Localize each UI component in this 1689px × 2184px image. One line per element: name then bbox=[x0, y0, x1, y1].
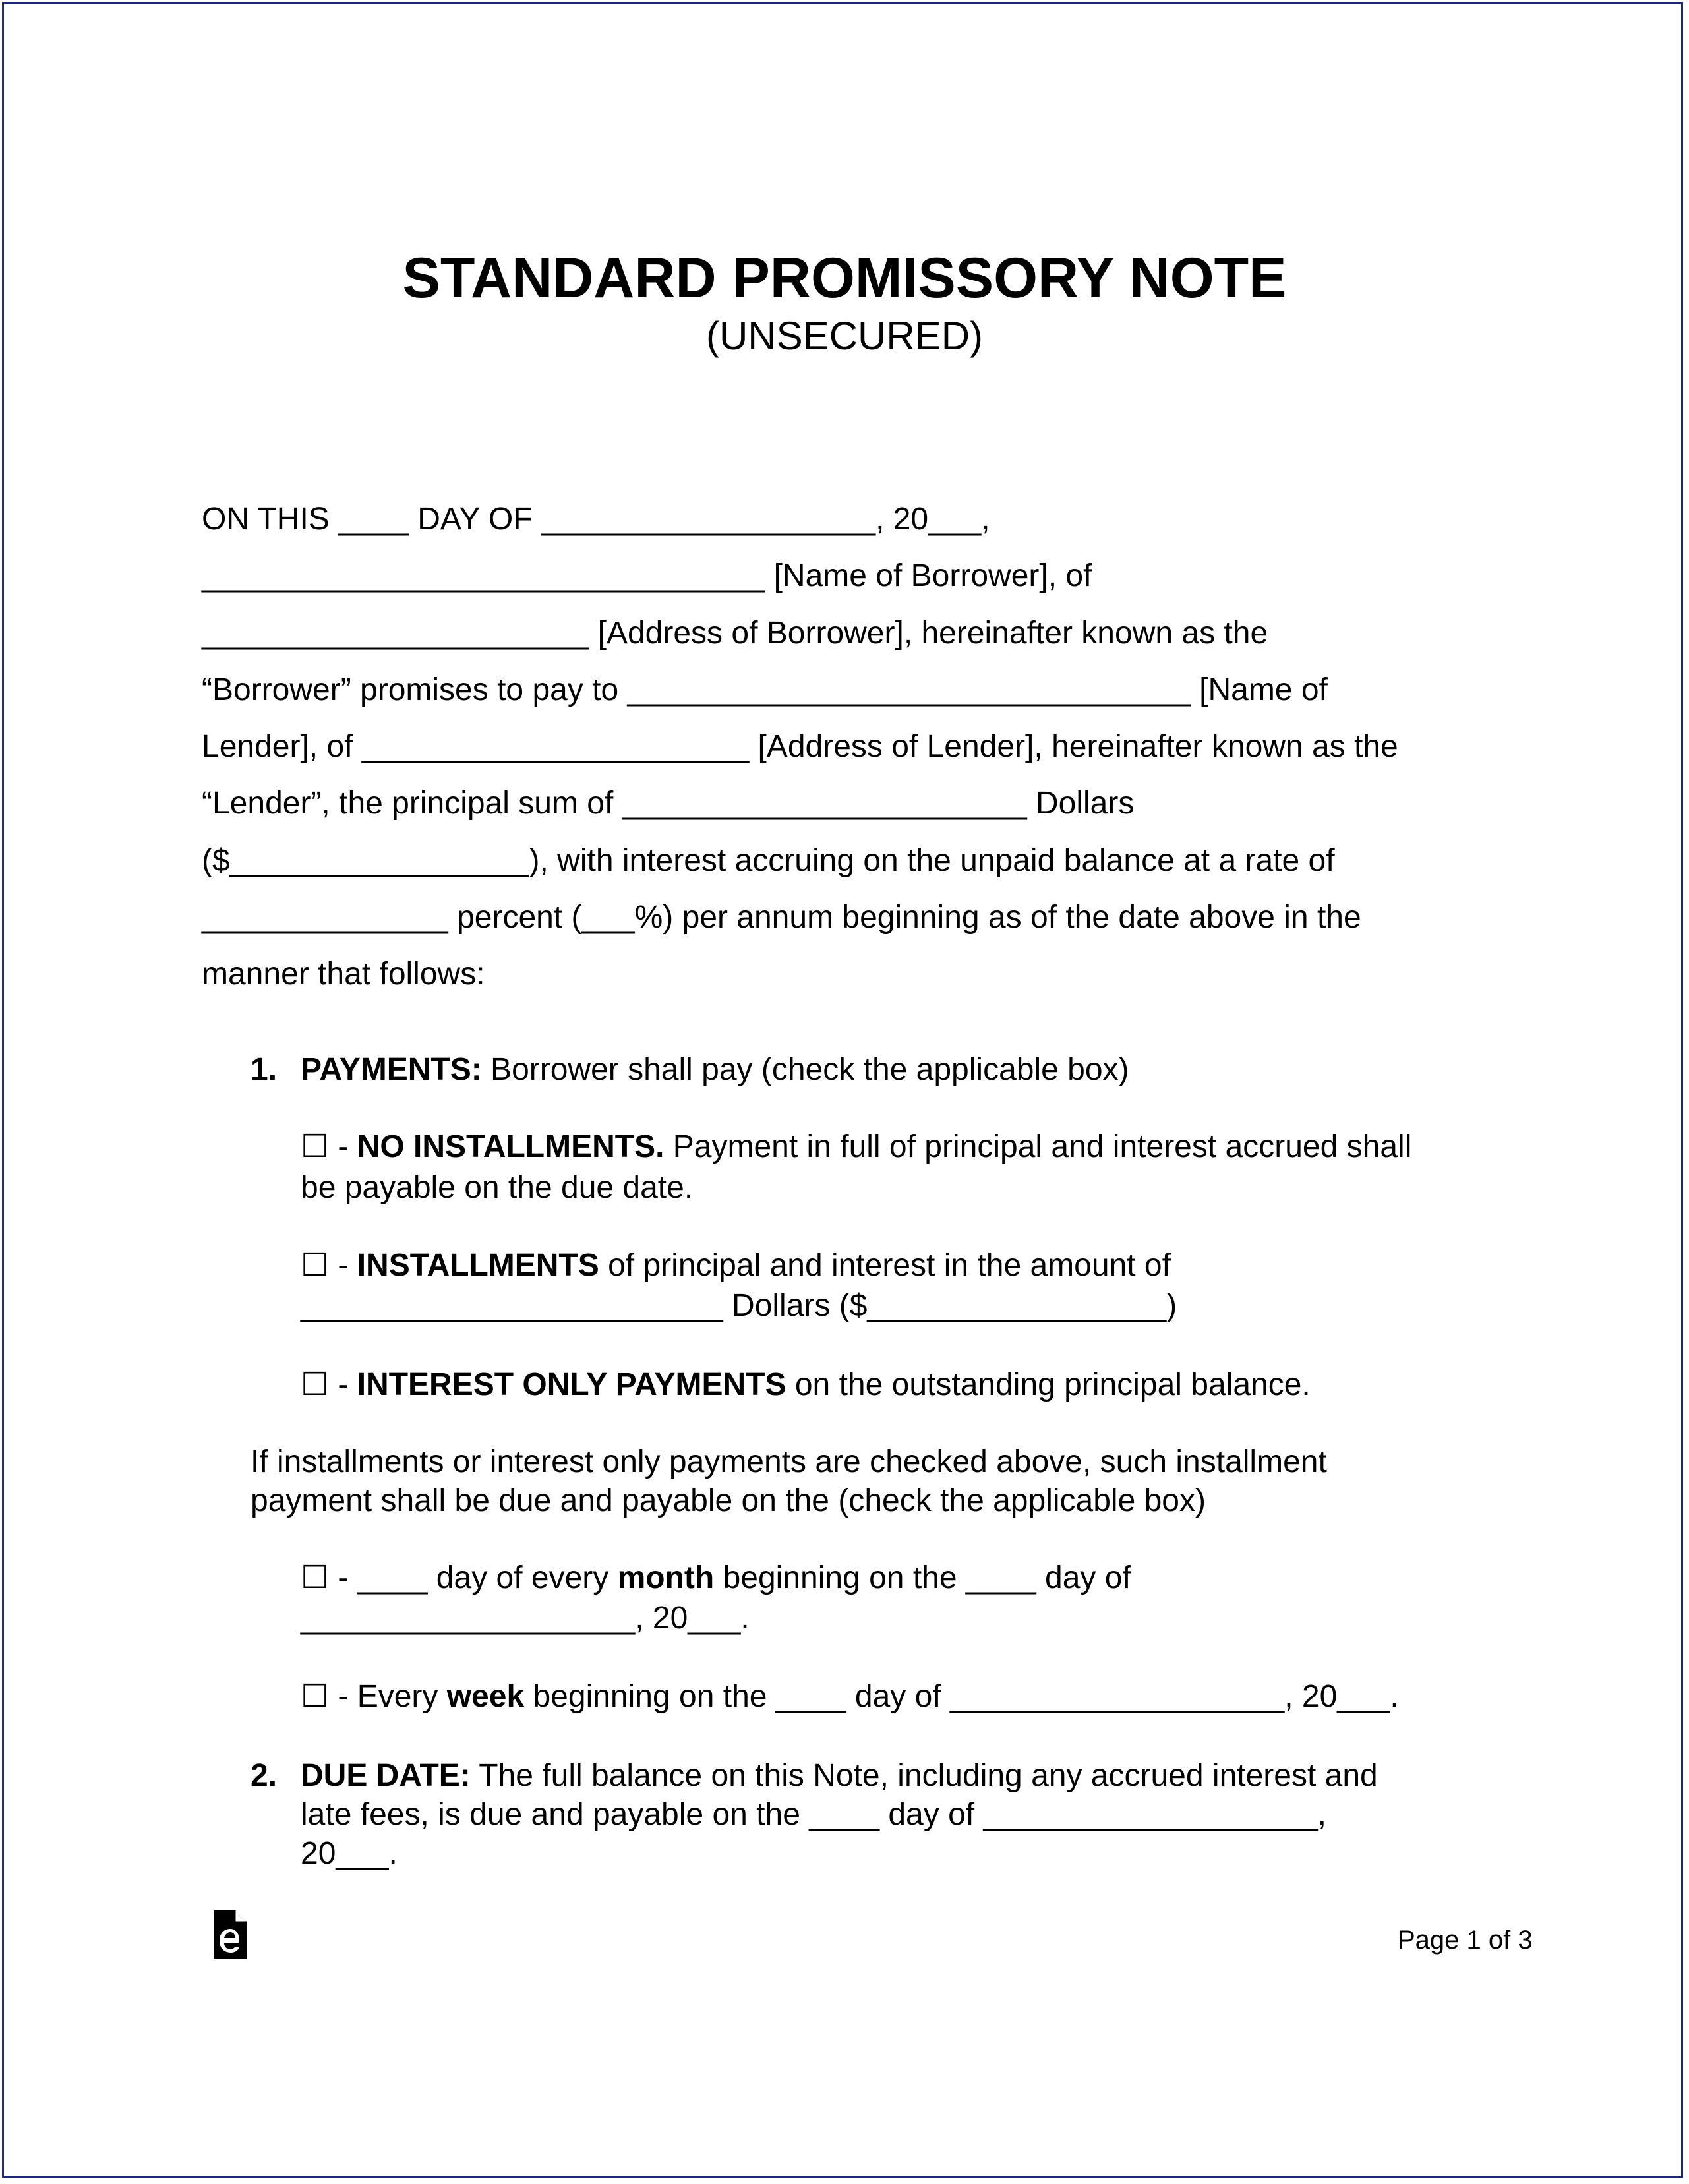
section-1-text: Borrower shall pay (check the applicable box) bbox=[481, 1052, 1129, 1087]
schedule-monthly[interactable] bbox=[301, 1558, 1131, 1598]
option-no-installments-line2: be payable on the due date. bbox=[301, 1170, 694, 1205]
intro-line: ($_________________), with interest accruing on the unpaid balance at a rate of bbox=[202, 843, 1335, 878]
intro-line: ______________________ [Address of Borrower], hereinafter known as the bbox=[202, 616, 1268, 651]
option-text: of principal and interest in the amount of bbox=[599, 1248, 1171, 1283]
option-interest-only[interactable] bbox=[301, 1365, 1311, 1405]
document-subtitle: (UNSECURED) bbox=[706, 314, 983, 358]
intro-line: Lender], of ______________________ [Address of Lender], hereinafter known as the bbox=[202, 729, 1398, 764]
option-text: Payment in full of principal and interest accrued shall bbox=[664, 1129, 1412, 1164]
schedule-weekly[interactable] bbox=[301, 1677, 1399, 1717]
schedule-weekly-bold: week bbox=[446, 1679, 525, 1714]
schedule-note-line: payment shall be due and payable on the (check the applicable box) bbox=[251, 1483, 1206, 1518]
intro-line: ________________________________ [Name of Borrower], of bbox=[202, 558, 1092, 593]
option-label: INSTALLMENTS bbox=[357, 1248, 599, 1283]
option-label: INTEREST ONLY PAYMENTS bbox=[357, 1367, 786, 1402]
document-title: STANDARD PROMISSORY NOTE bbox=[402, 247, 1287, 310]
checkbox-icon[interactable]: ☐ - bbox=[301, 1367, 357, 1402]
option-installments[interactable] bbox=[301, 1246, 1171, 1285]
document-e-icon bbox=[210, 1909, 248, 1961]
checkbox-icon[interactable]: ☐ - bbox=[301, 1129, 357, 1164]
option-label: NO INSTALLMENTS. bbox=[357, 1129, 665, 1164]
section-2-number: 2. bbox=[251, 1758, 278, 1793]
intro-line: ______________ percent (___%) per annum beginning as of the date above in the bbox=[202, 900, 1361, 935]
section-1-number: 1. bbox=[251, 1052, 278, 1087]
section-1-heading: PAYMENTS: bbox=[301, 1052, 482, 1087]
option-text: on the outstanding principal balance. bbox=[786, 1367, 1311, 1402]
intro-line: ON THIS ____ DAY OF ___________________, 20___, bbox=[202, 502, 990, 537]
schedule-weekly-pre: ☐ - Every bbox=[301, 1679, 447, 1714]
intro-line: “Lender”, the principal sum of _______________________ Dollars bbox=[202, 786, 1135, 821]
option-no-installments[interactable] bbox=[301, 1127, 1411, 1167]
checkbox-icon[interactable]: ☐ - bbox=[301, 1248, 357, 1283]
section-2-heading: DUE DATE: bbox=[301, 1758, 471, 1793]
section-2-heading-line bbox=[301, 1756, 1378, 1796]
section-1-heading-line bbox=[301, 1050, 1129, 1090]
option-installments-line2: ________________________ Dollars ($_________________) bbox=[301, 1288, 1177, 1323]
section-2-line2: late fees, is due and payable on the ____ day of ___________________, bbox=[301, 1797, 1326, 1832]
schedule-monthly-bold: month bbox=[617, 1560, 715, 1595]
schedule-note-line: If installments or interest only payments are checked above, such installment bbox=[251, 1444, 1327, 1479]
schedule-monthly-post: beginning on the ____ day of bbox=[714, 1560, 1131, 1595]
section-2-line3: 20___. bbox=[301, 1836, 398, 1871]
intro-line: manner that follows: bbox=[202, 957, 485, 991]
section-2-text: The full balance on this Note, including any accrued interest and bbox=[470, 1758, 1378, 1793]
schedule-monthly-pre: ☐ - ____ day of every bbox=[301, 1560, 618, 1595]
intro-line: “Borrower” promises to pay to ________________________________ [Name of bbox=[202, 672, 1328, 707]
schedule-weekly-post: beginning on the ____ day of ___________________, 20___. bbox=[524, 1679, 1399, 1714]
page-number: Page 1 of 3 bbox=[1398, 1926, 1533, 1955]
schedule-monthly-line2: ___________________, 20___. bbox=[301, 1601, 750, 1636]
